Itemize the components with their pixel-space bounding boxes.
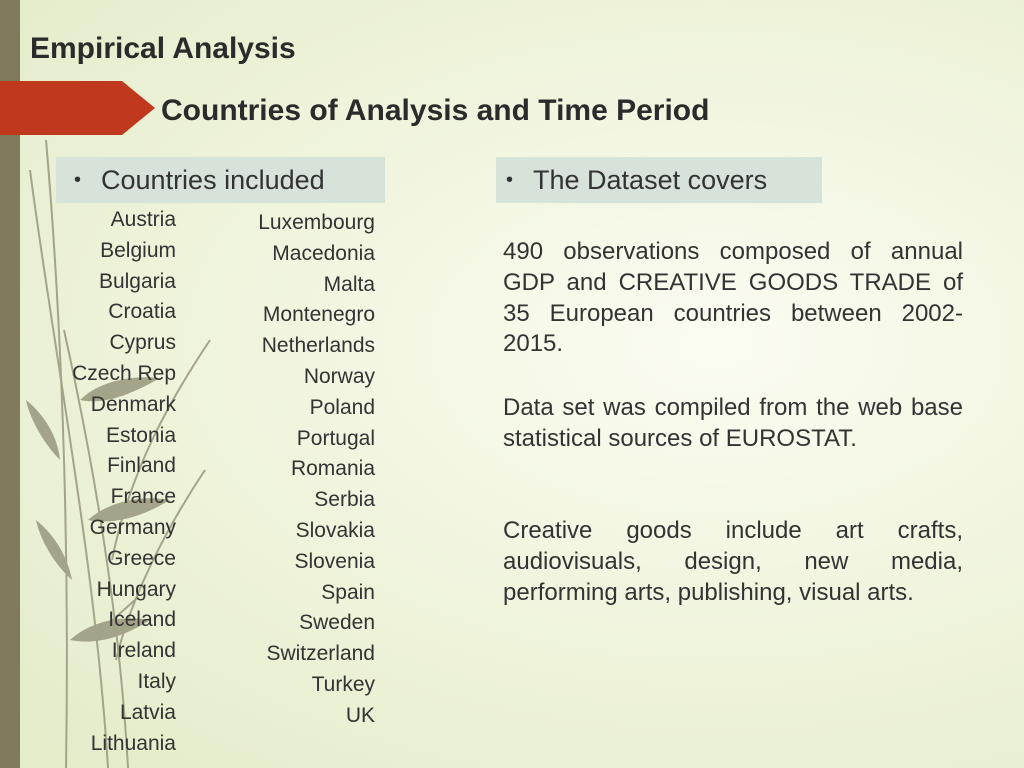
country-item: Croatia bbox=[108, 300, 176, 324]
country-item: Germany bbox=[89, 515, 176, 539]
dataset-covers-box bbox=[496, 157, 822, 203]
bullet: • bbox=[506, 168, 514, 191]
country-item: Malta bbox=[323, 272, 375, 296]
country-item: Switzerland bbox=[266, 642, 375, 666]
country-item: Ireland bbox=[111, 639, 176, 663]
creative-goods-paragraph: Creative goods include art crafts, audiovisuals, design, new media, performing arts, publishing, visual arts. bbox=[503, 517, 963, 606]
country-item: Serbia bbox=[314, 488, 375, 512]
page-subtitle: Countries of Analysis and Time Period bbox=[161, 94, 710, 127]
country-item: Luxembourg bbox=[258, 211, 375, 234]
countries-column-1 bbox=[72, 205, 176, 759]
dataset-observations-paragraph: 490 observations composed of annual GDP and CREATIVE GOODS TRADE of 35 European countries between 2002-2015. bbox=[503, 238, 963, 358]
country-item: Poland bbox=[309, 395, 375, 419]
country-item: UK bbox=[345, 703, 375, 727]
country-item: Turkey bbox=[311, 672, 375, 696]
countries-included-label: Countries included bbox=[101, 164, 325, 195]
country-item: Slovakia bbox=[295, 518, 375, 542]
country-item: Denmark bbox=[90, 392, 176, 416]
country-item: Greece bbox=[107, 546, 176, 570]
country-item: Cyprus bbox=[109, 331, 176, 355]
country-item: Slovenia bbox=[294, 549, 375, 573]
title-arrow-shape bbox=[0, 81, 160, 139]
country-item: Iceland bbox=[108, 608, 176, 632]
bullet: • bbox=[74, 168, 82, 191]
country-item: Sweden bbox=[299, 611, 375, 635]
dataset-covers-label: The Dataset covers bbox=[533, 164, 768, 195]
country-item: Czech Rep bbox=[72, 361, 176, 385]
country-item: Portugal bbox=[296, 426, 375, 450]
country-item: Italy bbox=[137, 669, 176, 693]
country-item: Hungary bbox=[96, 577, 176, 601]
country-item: Estonia bbox=[105, 423, 176, 447]
country-item: Montenegro bbox=[262, 303, 375, 327]
country-item: Netherlands bbox=[261, 334, 375, 358]
country-item: Lithuania bbox=[90, 731, 176, 755]
country-item: Macedonia bbox=[272, 241, 375, 265]
country-item: Spain bbox=[321, 580, 375, 604]
countries-column-2 bbox=[258, 208, 375, 732]
country-item: Romania bbox=[290, 457, 375, 481]
countries-included-box bbox=[56, 157, 385, 203]
country-item: Belgium bbox=[100, 238, 176, 262]
country-item: Finland bbox=[107, 454, 176, 478]
country-item: Bulgaria bbox=[98, 269, 176, 293]
country-item: Latvia bbox=[119, 700, 176, 724]
country-item: Norway bbox=[303, 364, 375, 388]
country-item: Austria bbox=[110, 208, 176, 231]
page-title: Empirical Analysis bbox=[30, 32, 296, 65]
dataset-source-paragraph: Data set was compiled from the web base statistical sources of EUROSTAT. bbox=[503, 394, 963, 452]
country-item: France bbox=[110, 485, 176, 509]
